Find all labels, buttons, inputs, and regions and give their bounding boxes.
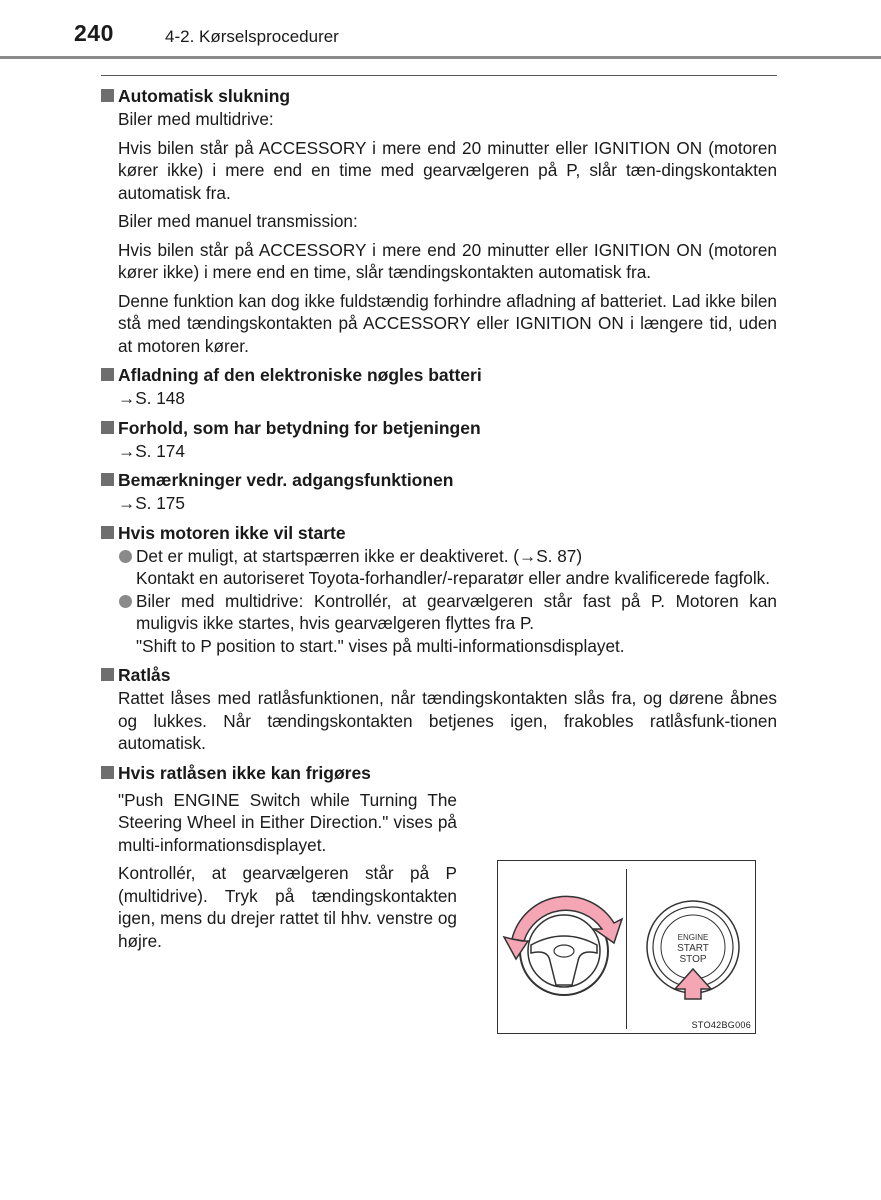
paragraph: Denne funktion kan dog ikke fuldstændig forhindre afladning af batteriet. Lad ikke bilen stå med tændingskontakten på ACCESSORY eller IGNITION ON i længere tid, uden at motoren kører. <box>118 290 777 356</box>
page-content <box>101 84 777 952</box>
heading-operating-conditions: Forhold, som har betydning for betjeningen <box>101 416 777 440</box>
page-header <box>0 0 881 62</box>
heading-engine-wont-start: Hvis motoren ikke vil starte <box>101 521 777 545</box>
paragraph: "Push ENGINE Switch while Turning The Steering Wheel in Either Direction." vises på multi-informationsdisplayet. <box>118 789 457 855</box>
heading-key-battery: Afladning af den elektroniske nøgles batteri <box>101 363 777 387</box>
header-rule <box>0 56 881 59</box>
section-title: 4-2. Kørselsprocedurer <box>165 27 339 46</box>
paragraph: Kontrollér, at gearvælgeren står på P (multidrive). Tryk på tændingskontakten igen, mens du drejer rattet til hhv. venstre og højre. <box>118 863 457 951</box>
square-bullet-icon <box>101 526 114 539</box>
square-bullet-icon <box>101 89 114 102</box>
paragraph: Biler med manuel transmission: <box>118 211 358 231</box>
paragraph: Hvis bilen står på ACCESSORY i mere end 20 minutter eller IGNITION ON (motoren kører ikke) i mere end en time, slår tændingskontakten automatisk fra. <box>118 239 777 282</box>
heading-steering-lock: Ratlås <box>101 663 777 687</box>
paragraph: Hvis bilen står på ACCESSORY i mere end 20 minutter eller IGNITION ON (motoren kører ikke) i mere end en time med gearvælgeren på P, slår tæn-dingskontakten automatisk fra. <box>118 137 777 203</box>
paragraph: "Shift to P position to start." vises på multi-informationsdisplayet. <box>136 635 625 656</box>
page-reference-link[interactable]: →S. 175 <box>118 493 185 513</box>
list-item: Det er muligt, at startspærren ikke er deaktiveret. (→S. 87) <box>101 545 777 568</box>
page-reference-link[interactable]: →S. 148 <box>118 388 185 408</box>
paragraph: Rattet låses med ratlåsfunktionen, når tændingskontakten slås fra, og dørene åbnes og lukkes. Når tændingskontakten betjenes igen, frakobles ratlåsfunk-tionen automatisk. <box>118 688 777 753</box>
heading-access-function: Bemærkninger vedr. adgangsfunktionen <box>101 468 777 492</box>
square-bullet-icon <box>101 368 114 381</box>
steering-lock-figure <box>497 860 756 1034</box>
square-bullet-icon <box>101 766 114 779</box>
button-label: STOP <box>679 954 707 965</box>
paragraph: Kontakt en autoriseret Toyota-forhandler/-reparatør eller andre kvalificerede fagfolk. <box>136 568 771 588</box>
square-bullet-icon <box>101 421 114 434</box>
content-top-rule <box>101 75 777 76</box>
circle-bullet-icon <box>119 595 132 608</box>
circle-bullet-icon <box>119 550 132 563</box>
page-number: 240 <box>74 20 114 46</box>
page-reference-link[interactable]: →S. 174 <box>118 440 185 461</box>
heading-automatic-shutoff: Automatisk slukning <box>101 84 777 108</box>
button-label: ENGINE <box>677 933 709 942</box>
figure-text <box>101 789 457 953</box>
engine-start-button-icon <box>627 861 755 1033</box>
figure-code: STO42BG006 <box>691 1020 751 1030</box>
heading-steering-lock-release: Hvis ratlåsen ikke kan frigøres <box>101 761 777 785</box>
button-label: START <box>677 943 709 954</box>
square-bullet-icon <box>101 668 114 681</box>
steering-wheel-icon <box>498 861 626 1033</box>
square-bullet-icon <box>101 473 114 486</box>
list-item: Biler med multidrive: Kontrollér, at gearvælgeren står fast på P. Motoren kan muligvis ikke startes, hvis gearvælgeren flyttes fra P. <box>101 590 777 635</box>
paragraph: Biler med multidrive: <box>118 109 274 129</box>
